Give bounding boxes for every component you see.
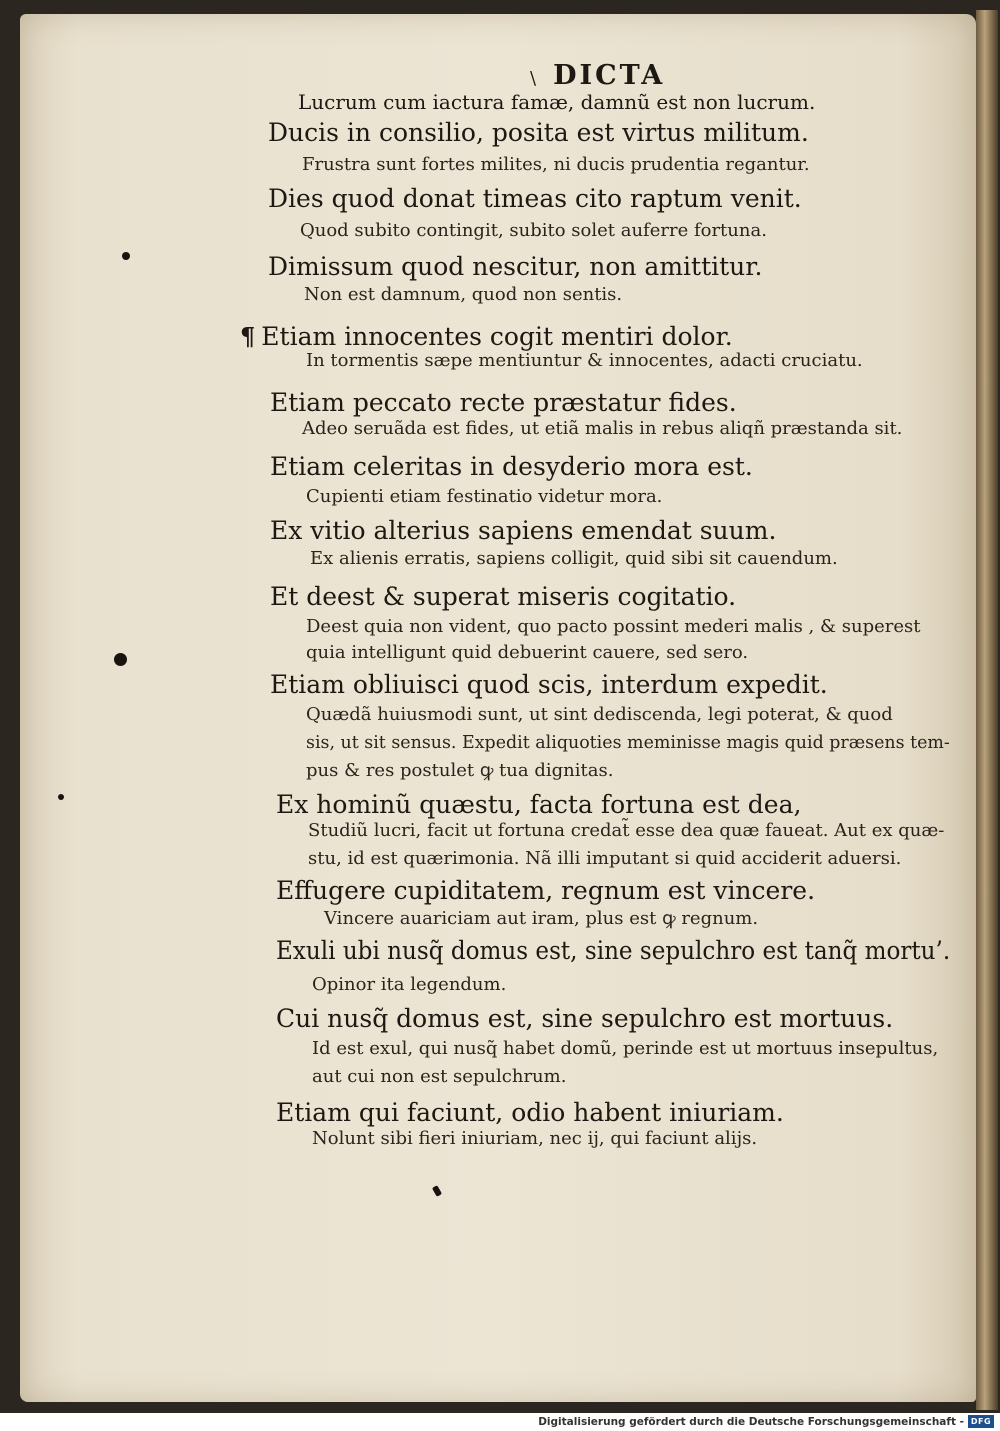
gloss-line (306, 616, 920, 637)
sentence-line (268, 252, 762, 281)
book-page (20, 14, 976, 1402)
line-text: Frustra sunt fortes milites, ni ducis prudentia regantur. (302, 154, 810, 175)
sentence-line (270, 388, 737, 417)
line-text: Etiam obliuisci quod scis, interdum expedit. (270, 670, 828, 699)
line-text: Quod subito contingit, subito solet auferre fortuna. (300, 220, 767, 241)
line-text: Exuli ubi nusq̃ domus est, sine sepulchro est tanq̃ mortu’. (276, 936, 951, 965)
ink-spot (114, 653, 127, 666)
gloss-line (302, 154, 810, 175)
gloss-line (312, 1038, 938, 1059)
line-text: Cupienti etiam festinatio videtur mora. (306, 486, 663, 507)
line-text: Adeo seruãda est fides, ut etiã malis in rebus aliqñ præstanda sit. (302, 418, 903, 439)
gloss-line (324, 906, 758, 930)
line-text: Id est exul, qui nusq̃ habet domũ, perinde est ut mortuus insepultus, (312, 1038, 939, 1059)
ink-spot (122, 252, 130, 260)
line-text: Effugere cupiditatem, regnum est vincere. (276, 876, 816, 905)
line-text: Dimissum quod nescitur, non amittitur. (268, 252, 763, 281)
line-text: Etiam celeritas in desyderio mora est. (270, 452, 753, 481)
gloss-line (312, 1128, 757, 1149)
line-text: aut cui non est sepulchrum. (312, 1066, 567, 1087)
sentence-line (268, 118, 809, 147)
sentence-line (276, 936, 950, 965)
gloss-line (310, 548, 838, 569)
line-text: Ducis in consilio, posita est virtus militum. (268, 118, 809, 147)
line-text: In tormentis sæpe mentiuntur & innocentes, adacti cruciatu. (306, 350, 863, 371)
line-text: Studiũ lucri, facit ut fortuna credat̃ esse dea quæ faueat. Aut ex quæ- (308, 820, 945, 841)
line-text: stu, id est quærimonia. Nã illi imputant si quid acciderit aduersi. (308, 848, 902, 869)
line-text: sis, ut sit sensus. Expedit aliquoties meminisse magis quid præsens tem- (306, 732, 950, 753)
line-text: Deest quia non vident, quo pacto possint mederi malis , & superest (306, 616, 921, 637)
line-text: Dies quod donat timeas cito raptum venit. (268, 184, 802, 213)
gloss-line (306, 758, 613, 782)
gloss-line (306, 732, 950, 753)
line-text: Ex hominũ quæstu, facta fortuna est dea, (276, 790, 802, 819)
continued-gloss-line (298, 90, 815, 114)
sentence-line (270, 452, 753, 481)
line-text: quia intelligunt quid debuerint cauere, sed sero. (306, 642, 749, 663)
gloss-line (312, 1066, 566, 1087)
sentence-line (270, 582, 736, 611)
gloss-line (308, 848, 901, 869)
gloss-line (306, 704, 893, 725)
line-text: Non est damnum, quod non sentis. (304, 284, 623, 305)
sentence-line (276, 876, 815, 905)
dfg-logo: DFG (968, 1415, 994, 1428)
gloss-line (300, 220, 767, 241)
running-header (530, 60, 665, 91)
line-text: Vincere auariciam aut iram, plus est ꝙ regnum. (324, 908, 759, 929)
gloss-line (306, 642, 748, 663)
sentence-line (276, 1004, 893, 1033)
line-text: Ex alienis erratis, sapiens colligit, quid sibi sit cauendum. (310, 548, 838, 569)
line-text: Etiam qui faciunt, odio habent iniuriam. (276, 1098, 784, 1127)
sentence-line (276, 1098, 784, 1127)
pilcrow-mark: ¶ (240, 322, 256, 351)
line-text: Lucrum cum iactura famæ, damnũ est non lucrum. (298, 90, 816, 114)
header-title: DICTA (553, 60, 666, 91)
digitization-footer (0, 1413, 1000, 1431)
line-text: Cui nusq̃ domus est, sine sepulchro est mortuus. (276, 1004, 894, 1033)
line-text: Opinor ita legendum. (312, 974, 507, 995)
line-text: Etiam peccato recte præstatur fides. (270, 388, 737, 417)
ink-spot (58, 794, 64, 800)
sentence-line (270, 670, 828, 699)
gloss-line (308, 820, 944, 841)
sentence-line (270, 516, 776, 545)
gloss-line (306, 350, 863, 371)
sentence-line (240, 322, 733, 351)
line-text: pus & res postulet ꝙ tua dignitas. (306, 760, 614, 781)
gloss-line (302, 418, 902, 439)
ink-spot (432, 1185, 442, 1197)
gloss-line (304, 284, 622, 305)
line-text: Etiam innocentes cogit mentiri dolor. (261, 322, 733, 351)
sentence-line (268, 184, 802, 213)
line-text: Ex vitio alterius sapiens emendat suum. (270, 516, 777, 545)
line-text: Nolunt sibi fieri iniuriam, nec ij, qui faciunt alijs. (312, 1128, 758, 1149)
header-mark: \ (530, 68, 540, 89)
book-edge (976, 10, 998, 1410)
line-text: Et deest & superat miseris cogitatio. (270, 582, 737, 611)
footer-text: Digitalisierung gefördert durch die Deutsche Forschungsgemeinschaft - (538, 1416, 964, 1428)
line-text: Quædã huiusmodi sunt, ut sint dediscenda, legi poterat, & quod (306, 704, 893, 725)
gloss-line (306, 486, 662, 507)
sentence-line (276, 790, 801, 819)
gloss-line (312, 974, 506, 995)
